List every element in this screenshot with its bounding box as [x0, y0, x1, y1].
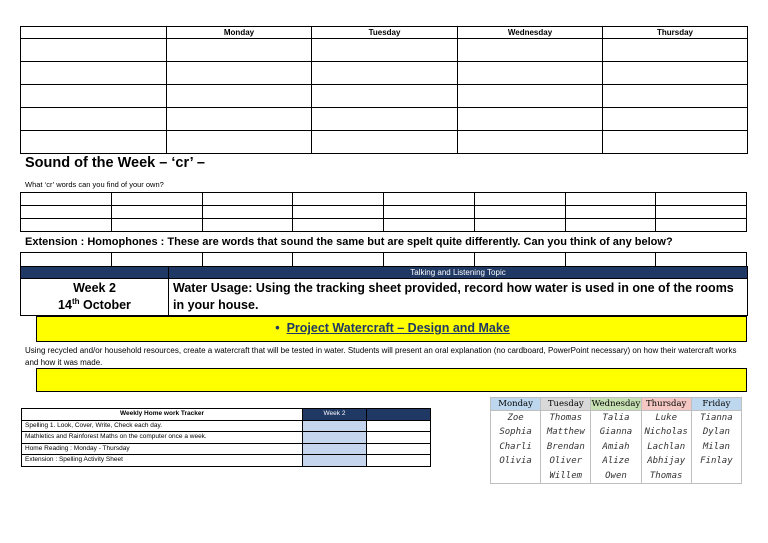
- bullet: •: [275, 321, 280, 335]
- weekly-table-row: [21, 62, 748, 85]
- roster-name: Charli: [491, 440, 541, 455]
- table-cell[interactable]: [21, 108, 167, 131]
- table-cell[interactable]: [167, 131, 312, 154]
- talking-topic: Water Usage: Using the tracking sheet provided, record how water is used in one of the rooms in your house.: [169, 279, 748, 316]
- table-cell[interactable]: [167, 85, 312, 108]
- roster-day-monday: Monday: [491, 398, 541, 411]
- roster-name: Thomas: [641, 469, 691, 484]
- weekly-table-header-tuesday: Tuesday: [312, 27, 458, 39]
- table-cell[interactable]: [384, 193, 475, 206]
- roster-name: Gianna: [591, 425, 641, 440]
- table-cell[interactable]: [202, 219, 293, 232]
- table-row: [22, 443, 431, 455]
- table-row: [21, 206, 747, 219]
- table-cell[interactable]: [21, 219, 112, 232]
- roster-day-wednesday: Wednesday: [591, 399, 641, 409]
- talking-header-blank: [21, 267, 169, 279]
- table-cell[interactable]: [21, 62, 167, 85]
- table-cell[interactable]: [202, 253, 293, 267]
- table-cell[interactable]: [21, 253, 112, 267]
- roster-name: Lachlan: [641, 440, 691, 455]
- roster-name: Thomas: [541, 411, 591, 426]
- table-cell[interactable]: [458, 108, 603, 131]
- table-row: [22, 455, 431, 467]
- homophones-table: [20, 252, 747, 267]
- table-row: [22, 420, 431, 432]
- table-cell[interactable]: [312, 39, 458, 62]
- checkbox-cell[interactable]: [303, 432, 367, 444]
- roster-name: Olivia: [491, 454, 541, 469]
- homework-task: Spelling 1. Look, Cover, Write, Check each day.: [22, 420, 303, 432]
- date-day: 14: [58, 298, 72, 313]
- talking-listening-table: [20, 266, 748, 316]
- roster-name: Luke: [641, 411, 691, 426]
- homework-week: Week 2: [303, 409, 367, 421]
- table-cell[interactable]: [565, 206, 656, 219]
- weekly-table-row: [21, 39, 748, 62]
- roster-name: Matthew: [541, 425, 591, 440]
- homework-title: Weekly Home work Tracker: [22, 409, 303, 421]
- table-cell[interactable]: [21, 131, 167, 154]
- roster-row: [491, 411, 742, 426]
- table-cell[interactable]: [167, 39, 312, 62]
- weekly-table-header-wednesday: Wednesday: [458, 27, 603, 39]
- table-row: [22, 432, 431, 444]
- homework-task: Home Reading : Monday - Thursday: [22, 443, 303, 455]
- checkbox-cell[interactable]: [303, 443, 367, 455]
- date-month: October: [83, 298, 131, 313]
- roster-row: [491, 440, 742, 455]
- table-cell[interactable]: [565, 193, 656, 206]
- homework-tracker: [21, 408, 431, 467]
- table-cell[interactable]: [458, 131, 603, 154]
- table-cell[interactable]: [474, 253, 565, 267]
- homework-task: Mathletics and Rainforest Maths on the computer once a week.: [22, 432, 303, 444]
- roster-name: Owen: [591, 469, 641, 484]
- table-cell[interactable]: [312, 108, 458, 131]
- homework-task: Extension : Spelling Activity Sheet: [22, 455, 303, 467]
- roster-day-friday: Friday: [691, 398, 741, 411]
- project-description: Using recycled and/or household resources, create a watercraft that will be tested in water. Students will present an oral explanation (no cardboard, PowerPoint necessary) on how their watercraft works and how it was made.: [25, 346, 737, 367]
- table-cell[interactable]: [111, 206, 202, 219]
- table-row: [21, 253, 747, 267]
- table-cell[interactable]: [458, 62, 603, 85]
- sound-question: What ‘cr’ words can you find of your own?: [25, 180, 164, 189]
- table-cell[interactable]: [293, 193, 384, 206]
- roster-row: [491, 425, 742, 440]
- table-cell[interactable]: [474, 219, 565, 232]
- table-cell[interactable]: [367, 420, 431, 432]
- roster-day-tuesday: Tuesday: [541, 398, 591, 411]
- table-cell[interactable]: [603, 85, 748, 108]
- table-cell[interactable]: [21, 39, 167, 62]
- table-cell[interactable]: [474, 193, 565, 206]
- table-cell[interactable]: [384, 219, 475, 232]
- table-cell[interactable]: [565, 253, 656, 267]
- weekly-table-header-blank: [21, 27, 167, 39]
- date-suffix: th: [71, 297, 80, 307]
- talking-header: Talking and Listening Topic: [169, 267, 748, 279]
- weekly-table: [20, 26, 748, 154]
- sound-of-week-title: Sound of the Week – ‘cr’ –: [25, 155, 205, 171]
- checkbox-cell[interactable]: [303, 455, 367, 467]
- table-cell[interactable]: [603, 108, 748, 131]
- checkbox-cell[interactable]: [303, 420, 367, 432]
- table-cell[interactable]: [312, 131, 458, 154]
- table-cell[interactable]: [111, 219, 202, 232]
- table-cell[interactable]: [367, 443, 431, 455]
- table-cell[interactable]: [384, 206, 475, 219]
- roster-day-thursday: Thursday: [641, 398, 691, 411]
- table-cell[interactable]: [167, 108, 312, 131]
- table-row: [21, 193, 747, 206]
- roster-name: Alize: [591, 454, 641, 469]
- table-cell[interactable]: [202, 206, 293, 219]
- table-cell[interactable]: [293, 253, 384, 267]
- roster-row: [491, 454, 742, 469]
- table-cell[interactable]: [474, 206, 565, 219]
- table-cell[interactable]: [656, 253, 747, 267]
- table-cell[interactable]: [603, 39, 748, 62]
- project-title-bar: [36, 316, 747, 342]
- table-cell[interactable]: [21, 206, 112, 219]
- week-cell: [21, 279, 169, 316]
- table-cell[interactable]: [293, 219, 384, 232]
- roster-name: Finlay: [691, 454, 741, 469]
- roster-name: Milan: [691, 440, 741, 455]
- table-cell[interactable]: [167, 62, 312, 85]
- table-cell[interactable]: [656, 193, 747, 206]
- weekly-table-header-thursday: Thursday: [603, 27, 748, 39]
- project-title: [37, 321, 748, 335]
- roster-name: Nicholas: [641, 425, 691, 440]
- table-cell[interactable]: [312, 62, 458, 85]
- week-label: Week 2: [73, 281, 116, 296]
- table-cell[interactable]: [21, 193, 112, 206]
- table-cell[interactable]: [603, 131, 748, 154]
- table-cell[interactable]: [202, 193, 293, 206]
- cr-words-table: [20, 192, 747, 232]
- reading-roster: [490, 397, 742, 484]
- roster-name: Willem: [541, 469, 591, 484]
- roster-name: Tianna: [691, 411, 741, 426]
- table-cell[interactable]: [384, 253, 475, 267]
- table-cell[interactable]: [603, 62, 748, 85]
- table-cell[interactable]: [656, 219, 747, 232]
- weekly-table-row: [21, 85, 748, 108]
- weekly-table-row: [21, 108, 748, 131]
- roster-name: Zoe: [491, 411, 541, 426]
- roster-name: Dylan: [691, 425, 741, 440]
- table-cell[interactable]: [21, 85, 167, 108]
- table-cell[interactable]: [565, 219, 656, 232]
- roster-name: Oliver: [541, 454, 591, 469]
- homework-extra-header: [367, 409, 431, 421]
- table-row: [21, 219, 747, 232]
- table-cell[interactable]: [293, 206, 384, 219]
- extension-homophones-text: Extension : Homophones : These are words that sound the same but are spelt quite differently. Can you think of any below?: [25, 236, 673, 248]
- table-cell[interactable]: [367, 432, 431, 444]
- table-cell[interactable]: [656, 206, 747, 219]
- roster-name: Brendan: [541, 440, 591, 455]
- roster-name: Abhijay: [641, 454, 691, 469]
- week-date: [21, 295, 168, 312]
- project-title-text: Project Watercraft – Design and Make: [286, 321, 510, 335]
- roster-name: Talia: [591, 411, 641, 426]
- roster-name: Sophia: [491, 425, 541, 440]
- table-cell[interactable]: [458, 85, 603, 108]
- project-notes-box[interactable]: [36, 368, 747, 392]
- table-cell[interactable]: [367, 455, 431, 467]
- roster-row: [491, 469, 742, 484]
- weekly-table-header-monday: Monday: [167, 27, 312, 39]
- roster-name: [691, 469, 741, 484]
- table-cell[interactable]: [312, 85, 458, 108]
- roster-name: [491, 469, 541, 484]
- weekly-table-row: [21, 131, 748, 154]
- table-cell[interactable]: [458, 39, 603, 62]
- roster-name: Amiah: [591, 440, 641, 455]
- table-cell[interactable]: [111, 193, 202, 206]
- table-cell[interactable]: [111, 253, 202, 267]
